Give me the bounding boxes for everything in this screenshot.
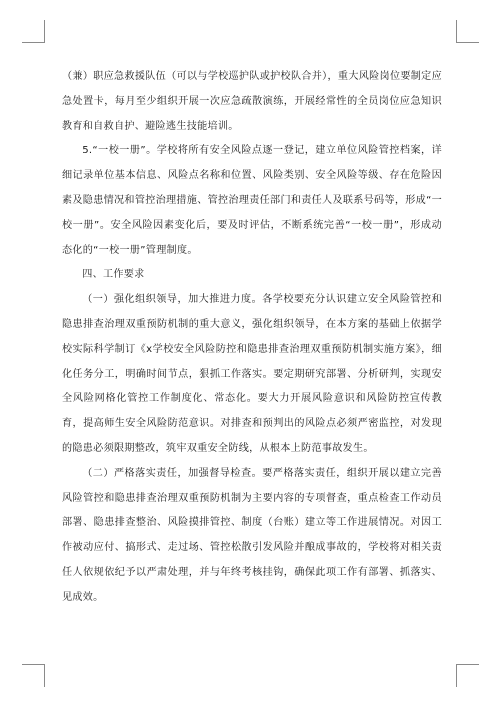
paragraph-implement-responsibility: （二）严格落实责任，加强督导检查。要严格落实责任，组织开展以建立完善风险管控和隐患排查治理双重预防机制为主要内容的专项督查，重点检查工作动员部署、隐患排查整治、风险摸排管控、制度（台账）建立等工作进展情况。对因工作被动应付、搞形式、走过场、管控松散引发风险并酿成事故的，学校将对相关责任人依规依纪予以严肃处理，并与年终考核挂钩，确保此项工作有部署、抓落实、见成效。 [62, 467, 442, 603]
document-body [62, 65, 442, 611]
paragraph-one-school-one-register: 5.“一校一册”。学校将所有安全风险点逐一登记，建立单位风险管控档案，详细记录单位基本信息、风险点名称和位置、风险类别、安全风险等级、存在危险因素及隐患情况和管控治理措施、管控治理责任部门和责任人及联系号码等，形成“一校一册”。安全风险因素变化后，要及时评估，不断系统完善“一校一册”，形成动态化的“一校一册”管理制度。 [62, 145, 442, 256]
crop-mark-top-right [456, 20, 479, 43]
paragraph-emergency-drills: （兼）职应急救援队伍（可以与学校巡护队或护校队合并），重大风险岗位要制定应急处置卡，每月至少组织开展一次应急疏散演练，开展经常性的全员岗位应急知识教育和自救自护、避险逃生技能培训。 [62, 71, 442, 132]
crop-mark-bottom-right [456, 664, 479, 687]
crop-mark-bottom-left [22, 664, 45, 687]
paragraph-strengthen-leadership: （一）强化组织领导，加大推进力度。各学校要充分认识建立安全风险管控和隐患排查治理双重预防机制的重大意义，强化组织领导，在本方案的基础上依据学校实际科学制订《x学校安全风险防控和隐患排查治理双重预防机制实施方案》，细化任务分工，明确时间节点，狠抓工作落实。要定期研究部署、分析研判，实现安全风险网格化管控工作制度化、常态化。要大力开展风险意识和风险防控宣传教育，提高师生安全风险防范意识。对排查和预判出的风险点必须严密监控，对发现的隐患必须限期整改，筑牢双重安全防线，从根本上防范事故发生。 [62, 294, 442, 454]
crop-mark-top-left [22, 20, 45, 43]
section-heading-work-requirements: 四、工作要求 [82, 269, 145, 281]
